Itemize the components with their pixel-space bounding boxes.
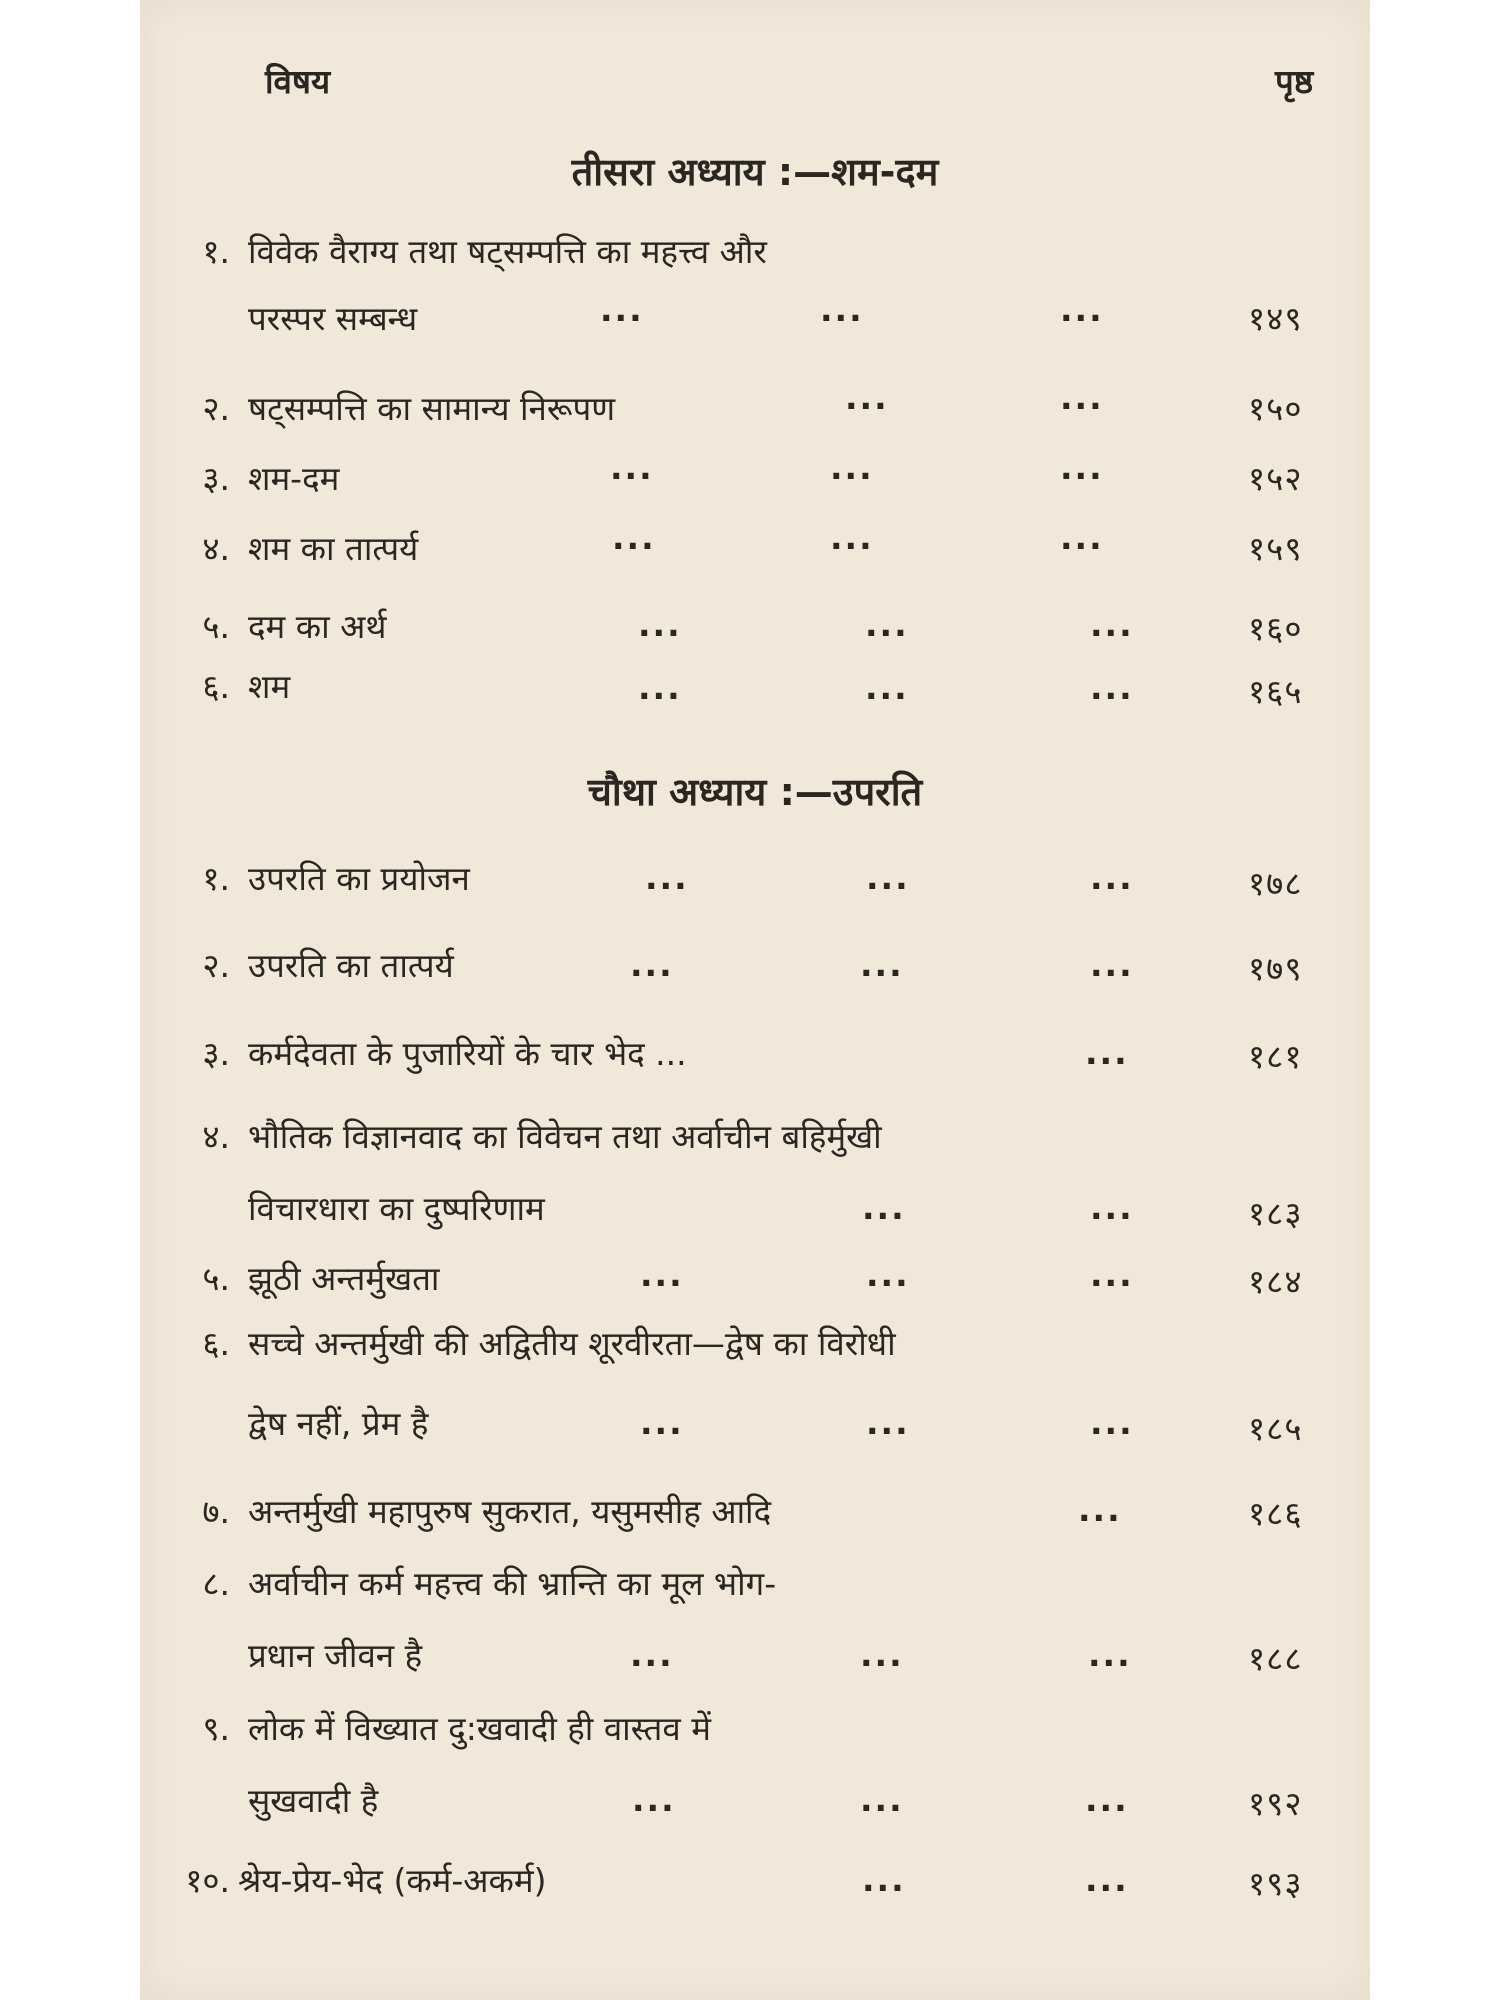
leader-dots: ... [640,1403,684,1442]
leader-dots: ... [845,378,889,417]
page-number: १७८ [1248,864,1303,903]
page-number: १८१ [1248,1037,1303,1076]
column-header-subject: विषय [265,62,331,101]
entry-number: १. [202,859,230,898]
leader-dots: ... [1060,518,1104,557]
leader-dots: ... [865,668,909,707]
entry-title-cont: द्वेष नहीं, प्रेम है [248,1404,429,1443]
leader-dots: ... [630,945,674,984]
entry-number: ६. [202,1324,230,1363]
entry-number: ८. [202,1564,230,1603]
leader-dots: ... [865,605,909,644]
leader-dots: ... [866,858,910,897]
leader-dots: ... [866,1403,910,1442]
page-number: १८६ [1248,1494,1303,1533]
page-number: १६० [1248,609,1303,648]
leader-dots: ... [638,668,682,707]
leader-dots: ... [1060,378,1104,417]
chapter-4-title: चौथा अध्याय :—उपरति [587,770,923,814]
entry-number: ४. [202,1117,230,1156]
leader-dots: ... [860,945,904,984]
entry-title: शम-दम [248,459,340,498]
leader-dots: ... [612,518,656,557]
entry-title: षट्सम्पत्ति का सामान्य निरूपण [248,389,616,428]
leader-dots: ... [830,448,874,487]
entry-number: १. [202,232,230,271]
leader-dots: ... [862,1860,906,1899]
entry-title: लोक में विख्यात दु:खवादी ही वास्तव में [248,1709,711,1748]
entry-number: ३. [202,459,230,498]
leader-dots: ... [1060,448,1104,487]
leader-dots: ... [1085,1033,1129,1072]
leader-dots: ... [638,605,682,644]
entry-title: दम का अर्थ [248,607,387,646]
leader-dots: ... [1085,1780,1129,1819]
leader-dots: ... [820,290,864,329]
leader-dots: ... [640,1255,684,1294]
page-number: १४९ [1248,299,1303,338]
entry-number: २. [202,946,230,985]
leader-dots: ... [860,1780,904,1819]
leader-dots: ... [830,518,874,557]
entry-title: उपरति का तात्पर्य [248,946,454,985]
entry-title-cont: सुखवादी है [248,1781,379,1820]
leader-dots: ... [1078,1490,1122,1529]
leader-dots: ... [1090,1255,1134,1294]
page-number: १८५ [1248,1409,1303,1448]
leader-dots: ... [866,1255,910,1294]
entry-title: भौतिक विज्ञानवाद का विवेचन तथा अर्वाचीन बहिर्मुखी [248,1117,882,1156]
entry-number: २. [202,389,230,428]
leader-dots: ... [600,290,644,329]
chapter-3-title: तीसरा अध्याय :—शम-दम [571,150,939,194]
entry-number: ७. [202,1492,230,1531]
page-number: १६५ [1248,672,1303,711]
page-number: १५२ [1248,459,1303,498]
page-number: १९३ [1248,1864,1303,1903]
entry-title: झूठी अन्तर्मुखता [248,1259,440,1298]
leader-dots: ... [632,1780,676,1819]
page-number: १८८ [1248,1639,1303,1678]
leader-dots: ... [862,1188,906,1227]
leader-dots: ... [1090,1403,1134,1442]
entry-number: १०. [185,1861,230,1900]
leader-dots: ... [1060,290,1104,329]
leader-dots: ... [645,858,689,897]
page-number: १५९ [1248,529,1303,568]
leader-dots: ... [1090,945,1134,984]
entry-title-cont: प्रधान जीवन है [248,1636,423,1675]
entry-title: उपरति का प्रयोजन [248,859,470,898]
entry-title-cont: विचारधारा का दुष्परिणाम [248,1189,545,1228]
leader-dots: ... [1085,1860,1129,1899]
entry-number: ४. [202,529,230,568]
leader-dots: ... [1090,605,1134,644]
entry-title: श्रेय-प्रेय-भेद (कर्म-अकर्म) [238,1861,547,1900]
entry-title: सच्चे अन्तर्मुखी की अद्वितीय शूरवीरता—द्वेष का विरोधी [248,1324,896,1363]
entry-number: ९. [202,1709,230,1748]
page-number: १८३ [1248,1194,1303,1233]
page-number: १९२ [1248,1784,1303,1823]
entry-title: अर्वाचीन कर्म महत्त्व की भ्रान्ति का मूल भोग- [248,1564,777,1603]
leader-dots: ... [1090,668,1134,707]
page-number: १५० [1248,389,1303,428]
entry-number: ५. [202,1259,230,1298]
entry-title: कर्मदेवता के पुजारियों के चार भेद ... [248,1034,687,1073]
leader-dots: ... [1090,858,1134,897]
leader-dots: ... [610,448,654,487]
entry-number: ५. [202,607,230,646]
entry-number: ६. [202,667,230,706]
entry-title: विवेक वैराग्य तथा षट्सम्पत्ति का महत्त्व और [248,232,767,271]
entry-title: अन्तर्मुखी महापुरुष सुकरात, यसुमसीह आदि [248,1492,772,1531]
column-header-page: पृष्ठ [1275,62,1314,101]
entry-title: शम का तात्पर्य [248,529,419,568]
leader-dots: ... [1088,1635,1132,1674]
leader-dots: ... [860,1635,904,1674]
page-number: १८४ [1248,1262,1303,1301]
leader-dots: ... [630,1635,674,1674]
page-number: १७९ [1248,949,1303,988]
entry-title: शम [248,667,291,706]
entry-number: ३. [202,1034,230,1073]
entry-title-cont: परस्पर सम्बन्ध [248,299,418,338]
leader-dots: ... [1090,1188,1134,1227]
